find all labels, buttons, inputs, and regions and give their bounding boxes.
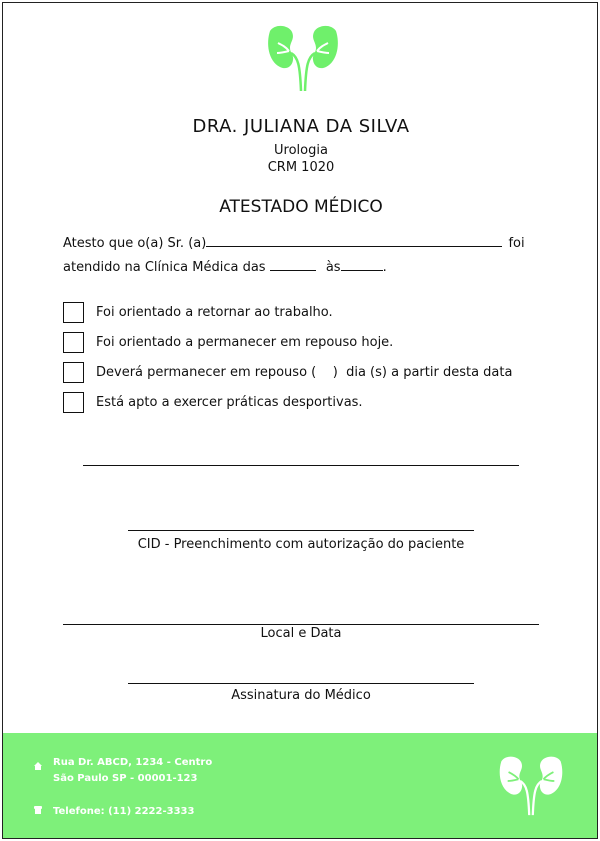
option-rest-today	[63, 327, 563, 357]
checkbox[interactable]	[63, 392, 84, 413]
options-list	[63, 297, 563, 417]
document-title: ATESTADO MÉDICO	[219, 197, 383, 217]
attest-prefix: Atesto que o(a) Sr. (a)	[63, 236, 207, 251]
signature-line[interactable]	[128, 683, 474, 684]
end-time-field[interactable]	[341, 257, 383, 271]
signature-caption: Assinatura do Médico	[231, 688, 371, 703]
kidneys-icon	[264, 23, 342, 93]
patient-name-field[interactable]	[206, 233, 502, 247]
address-line-2: São Paulo SP - 00001-123	[53, 773, 198, 784]
option-label: Deverá permanecer em repouso ( ) dia (s) a partir desta data	[96, 364, 513, 380]
crm-number: CRM 1020	[267, 160, 335, 175]
home-icon	[33, 761, 43, 771]
attest-line-1	[63, 232, 553, 256]
observation-line[interactable]	[83, 465, 519, 466]
option-label: Foi orientado a retornar ao trabalho.	[96, 304, 333, 320]
attest-foi: foi	[508, 236, 525, 251]
checkbox[interactable]	[63, 332, 84, 353]
address-line-1: Rua Dr. ABCD, 1234 - Centro	[53, 757, 213, 768]
option-label: Está apto a exercer práticas desportivas.	[96, 394, 363, 410]
attest-paragraph	[63, 232, 553, 280]
phone-number: Telefone: (11) 2222-3333	[53, 806, 195, 817]
start-time-field[interactable]	[270, 257, 316, 271]
local-date-caption: Local e Data	[260, 626, 342, 641]
attest-period: .	[382, 260, 387, 275]
kidneys-icon	[496, 753, 566, 818]
attest-as: às	[325, 260, 341, 275]
attest-line2-prefix: atendido na Clínica Médica das	[63, 260, 266, 275]
cid-caption: CID - Preenchimento com autorização do paciente	[137, 537, 465, 552]
phone-icon	[33, 805, 43, 815]
option-return-to-work	[63, 297, 563, 327]
attest-line-2	[63, 256, 553, 280]
option-fit-for-sports	[63, 387, 563, 417]
option-label: Foi orientado a permanecer em repouso hoje.	[96, 334, 394, 350]
medical-certificate-page	[2, 2, 598, 839]
checkbox[interactable]	[63, 362, 84, 383]
option-rest-days	[63, 357, 563, 387]
cid-line[interactable]	[128, 530, 474, 531]
specialty: Urologia	[274, 143, 328, 158]
doctor-name: DRA. JULIANA DA SILVA	[192, 116, 410, 137]
checkbox[interactable]	[63, 302, 84, 323]
footer	[3, 733, 598, 839]
local-date-line[interactable]	[63, 624, 539, 625]
